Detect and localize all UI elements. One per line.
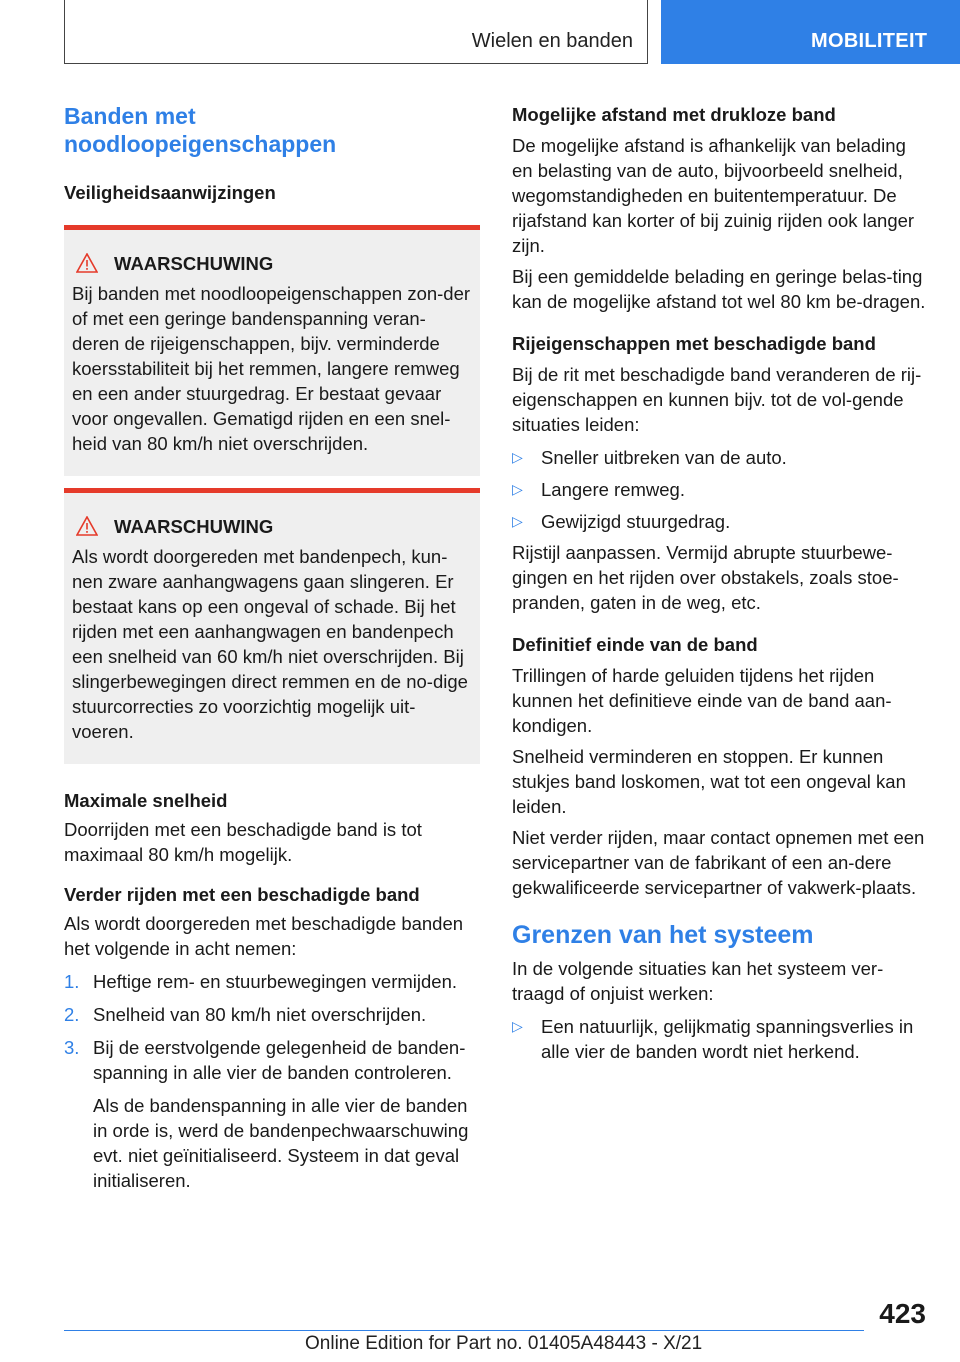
list-item	[512, 477, 926, 502]
list-item-text: Gewijzigd stuurgedrag.	[541, 511, 731, 532]
continue-text: Als wordt doorgereden met beschadigde banden het volgende in acht nemen:	[64, 913, 464, 959]
handling-list	[512, 445, 926, 534]
handling-heading: Rijeigenschappen met beschadigde band	[512, 333, 876, 354]
triangle-bullet-icon: ▷	[512, 481, 523, 497]
limits-text: In de volgende situaties kan het systeem ver‐traagd of onjuist werken:	[512, 958, 884, 1004]
header-section-title: Wielen en banden	[471, 30, 633, 52]
limits-heading: Grenzen van het systeem	[512, 921, 814, 949]
warning-text: Als wordt doorgereden met bandenpech, kun‐nen zware aanhangwagens gaan slingeren. Er bestaat kans op een ongeval of schade. Bij het rijden met een aanhangwagen en bandenpech een snelheid van 60 km/h niet overschrijden. Bij slingerbewegingen direct remmen en de no‐dige stuurcorrecties zo voorzichtig mogelijk uit‐voeren.	[72, 546, 468, 742]
list-item	[512, 445, 926, 470]
footer-edition: Online Edition for Part no. 01405A48443 - X/21	[305, 1333, 703, 1354]
step-text: Heftige rem- en stuurbewegingen vermijden.	[93, 971, 458, 992]
handling-text: Bij de rit met beschadigde band veranderen de rij-eigenschappen en kunnen bijv. tot de vol‐gende situaties leiden:	[512, 364, 922, 435]
warning-title-text: WAARSCHUWING	[114, 516, 274, 537]
step-item	[64, 1035, 480, 1193]
distance-text-2: Bij een gemiddelde belading en geringe belas‐ting kan de mogelijke afstand tot wel 80 km be‐dragen.	[512, 266, 926, 312]
step-item	[64, 1002, 480, 1027]
warning-text: Bij banden met noodloopeigenschappen zon‐der of met een geringe bandenspanning veran‐deren de rijeigenschappen, bijv. verminderde koersstabiliteit bij het remmen, langere remweg en een ander stuurgedrag. Er bestaat gevaar voor ongevallen. Gematigd rijden en een snel‐heid van 80 km/h niet overschrijden.	[72, 283, 471, 454]
warning-box-2	[64, 488, 480, 764]
list-item-text: Sneller uitbreken van de auto.	[541, 447, 787, 468]
warning-title	[72, 252, 472, 276]
step-text: Snelheid van 80 km/h niet overschrijden.	[93, 1004, 427, 1025]
warning-triangle-icon	[76, 253, 114, 275]
section-title: Banden met noodloopeigenschappen	[64, 103, 337, 157]
page-number: 423	[879, 1298, 926, 1329]
list-item	[512, 1014, 926, 1064]
handling-advice: Rijstijl aanpassen. Vermijd abrupte stuurbewe‐gingen en het rijden over obstakels, zoals stoe‐pranden, gaten in de weg, etc.	[512, 542, 899, 613]
list-item	[512, 509, 926, 534]
header-chapter-tab[interactable]: MOBILITEIT	[661, 0, 960, 64]
step-number: 3.	[64, 1037, 80, 1058]
warning-triangle-icon	[76, 516, 114, 538]
step-item	[64, 969, 480, 994]
warning-box-1	[64, 225, 480, 476]
end-heading: Definitief einde van de band	[512, 634, 758, 655]
continue-heading: Verder rijden met een beschadigde band	[64, 884, 420, 905]
end-text-3: Niet verder rijden, maar contact opnemen met een servicepartner van de fabrikant of een an‐dere gekwalificeerde servicepartner of vakwerk‐plaats.	[512, 827, 925, 898]
right-column	[512, 102, 926, 1064]
warning-title-text: WAARSCHUWING	[114, 253, 274, 274]
header-frame	[64, 0, 648, 64]
list-item-text: Een natuurlijk, gelijkmatig spanningsverlies in alle vier de banden wordt niet herkend.	[541, 1016, 914, 1062]
limits-list	[512, 1014, 926, 1064]
distance-text-1: De mogelijke afstand is afhankelijk van belading en belasting van de auto, bijvoorbeeld snelheid, wegomstandigheden en buitentemperatuur. De rijafstand kan korter of bij zuinig rijden ook langer zijn.	[512, 135, 915, 256]
triangle-bullet-icon: ▷	[512, 449, 523, 465]
end-text-2: Snelheid verminderen en stoppen. Er kunnen stukjes band loskomen, wat tot een ongeval kan leiden.	[512, 746, 906, 817]
max-speed-heading: Maximale snelheid	[64, 790, 228, 811]
footer-divider	[64, 1330, 864, 1331]
triangle-bullet-icon: ▷	[512, 513, 523, 529]
steps-list	[64, 969, 480, 1193]
end-text-1: Trillingen of harde geluiden tijdens het rijden kunnen het definitieve einde van de band aan‐kondigen.	[512, 665, 892, 736]
step-note: Als de bandenspanning in alle vier de banden in orde is, werd de bandenpechwaarschuwing evt. niet geïnitialiseerd. Systeem in dat geval initialiseren.	[93, 1095, 469, 1191]
warning-title	[72, 515, 472, 539]
distance-heading: Mogelijke afstand met drukloze band	[512, 104, 836, 125]
safety-heading: Veiligheidsaanwijzingen	[64, 182, 276, 203]
max-speed-text: Doorrijden met een beschadigde band is tot maximaal 80 km/h mogelijk.	[64, 819, 422, 865]
step-number: 1.	[64, 971, 80, 992]
step-number: 2.	[64, 1004, 80, 1025]
list-item-text: Langere remweg.	[541, 479, 685, 500]
left-column	[64, 102, 480, 1193]
triangle-bullet-icon: ▷	[512, 1018, 523, 1034]
step-text: Bij de eerstvolgende gelegenheid de banden‐spanning in alle vier de banden controleren.	[93, 1037, 466, 1083]
